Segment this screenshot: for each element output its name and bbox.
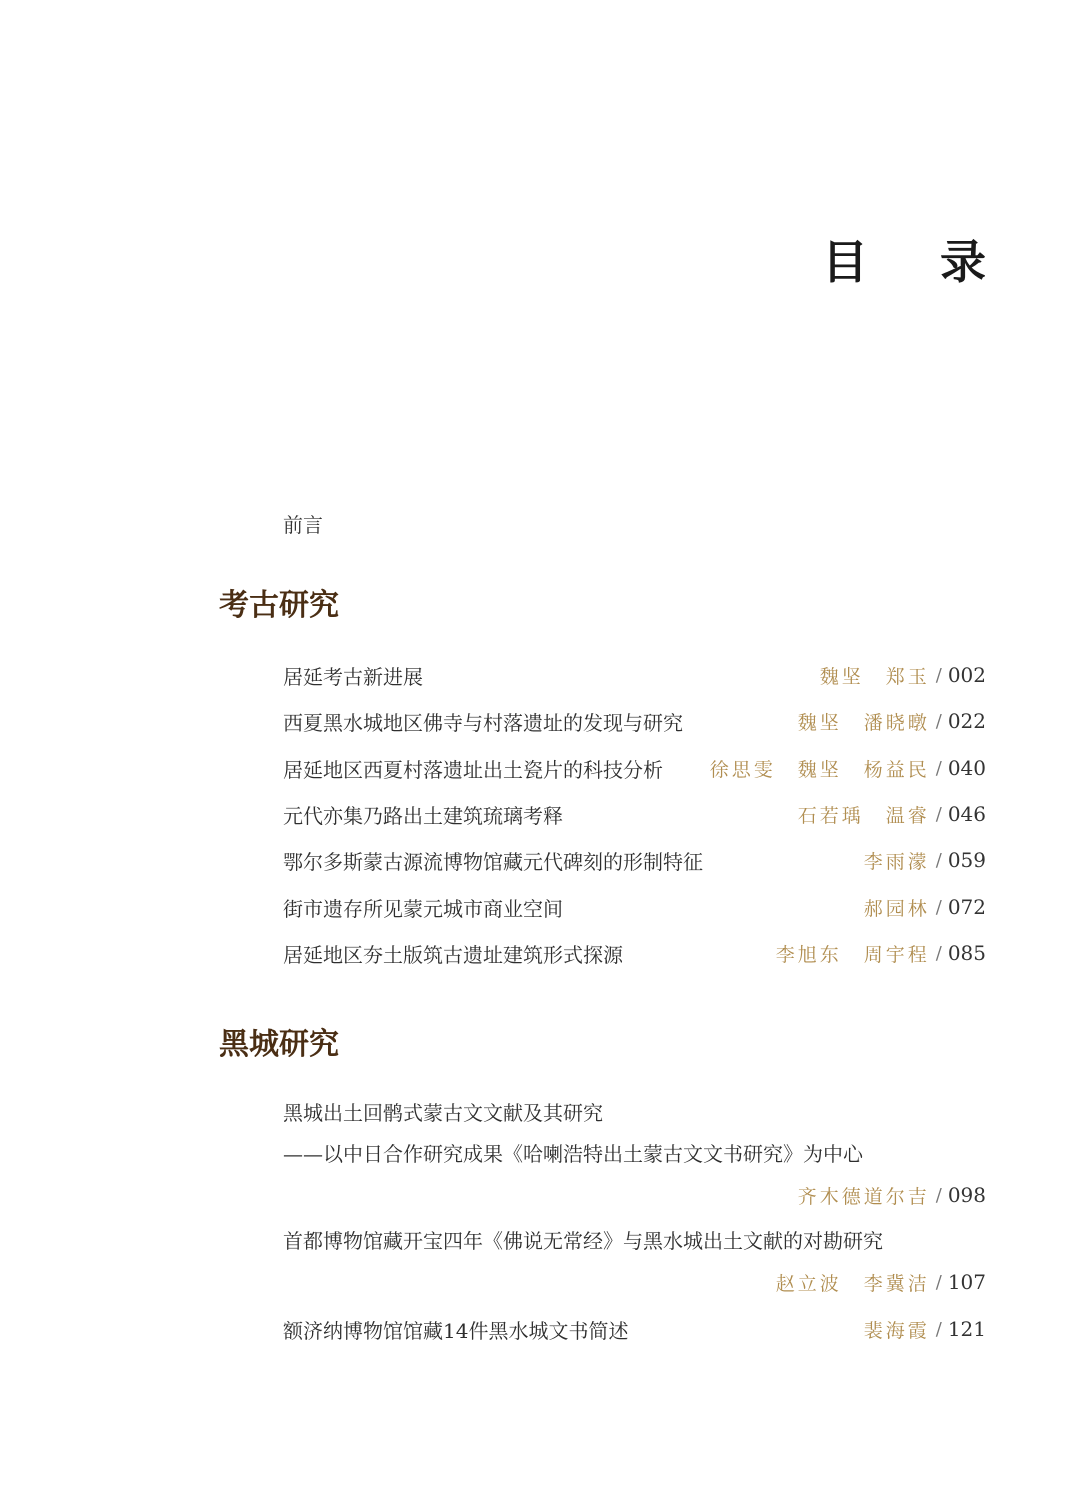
entry-title: 居延地区西夏村落遗址出土瓷片的科技分析 [283,757,663,782]
author: 温睿 [885,804,930,827]
entry-title: 额济纳博物馆馆藏14件黑水城文书简述 [283,1318,629,1343]
entry-meta [776,801,986,828]
toc-entry[interactable] [283,752,986,784]
author: 李雨濛 [863,850,930,873]
toc-entry-preface[interactable]: 前言 [283,513,323,537]
entry-title: 居延考古新进展 [283,664,423,689]
author: 徐思雯 [709,758,776,781]
author: 魏坚 [797,758,842,781]
separator: / [935,757,942,779]
entry-meta [798,662,986,689]
section-heading-archaeology: 考古研究 [219,588,339,623]
entry-title: 鄂尔多斯蒙古源流博物馆藏元代碑刻的形制特征 [283,849,703,874]
entry-meta [754,1266,986,1298]
page-number: 072 [947,895,986,919]
author: 潘晓暾 [863,711,930,734]
page-number: 040 [947,756,986,780]
author: 周宇程 [863,943,930,966]
author: 李旭东 [775,943,842,966]
entry-meta [842,1316,986,1343]
author: 魏坚 [797,711,842,734]
toc-entry[interactable] [283,891,986,923]
page-number: 107 [947,1270,986,1294]
author: 魏坚 [819,665,864,688]
entry-meta [754,940,986,967]
page-number: 085 [947,941,986,965]
entry-meta [776,708,986,735]
entry-title: 街市遗存所见蒙元城市商业空间 [283,896,563,921]
separator: / [935,1184,942,1206]
toc-entry[interactable] [283,798,986,830]
page-number: 046 [947,802,986,826]
page-number: 002 [947,663,986,687]
entry-title[interactable]: 首都博物馆藏开宝四年《佛说无常经》与黑水城出土文献的对勘研究 [283,1229,883,1253]
page-number: 121 [947,1317,986,1341]
entry-title: 居延地区夯土版筑古遗址建筑形式探源 [283,942,623,967]
toc-entry[interactable] [283,705,986,737]
page-number: 098 [947,1183,986,1207]
author: 赵立波 [775,1272,842,1295]
author: 郑玉 [885,665,930,688]
page-number: 022 [947,709,986,733]
separator: / [935,849,942,871]
entry-meta [842,894,986,921]
author: 裴海霞 [863,1319,930,1342]
author: 李冀洁 [863,1272,930,1295]
entry-title: 西夏黑水城地区佛寺与村落遗址的发现与研究 [283,710,683,735]
section-heading-heicheng: 黑城研究 [219,1027,339,1062]
separator: / [935,1271,942,1293]
entry-title[interactable]: 黑城出土回鹘式蒙古文文献及其研究 [283,1101,603,1125]
page-title: 目 录 [821,235,1014,289]
toc-entry[interactable] [283,844,986,876]
toc-entry[interactable] [283,937,986,969]
separator: / [935,710,942,732]
page-number: 059 [947,848,986,872]
entry-meta [776,1179,986,1211]
entry-meta [688,755,986,782]
entry-meta [842,847,986,874]
separator: / [935,1318,942,1340]
author: 齐木德道尔吉 [797,1185,930,1208]
toc-entry[interactable] [283,1313,986,1345]
separator: / [935,664,942,686]
author: 杨益民 [863,758,930,781]
toc-entry[interactable] [283,659,986,691]
author: 石若瑀 [797,804,864,827]
entry-title: 元代亦集乃路出土建筑琉璃考释 [283,803,563,828]
separator: / [935,896,942,918]
entry-subtitle[interactable]: ——以中日合作研究成果《哈喇浩特出土蒙古文文书研究》为中心 [283,1142,863,1166]
separator: / [935,942,942,964]
author: 郝园林 [863,897,930,920]
separator: / [935,803,942,825]
